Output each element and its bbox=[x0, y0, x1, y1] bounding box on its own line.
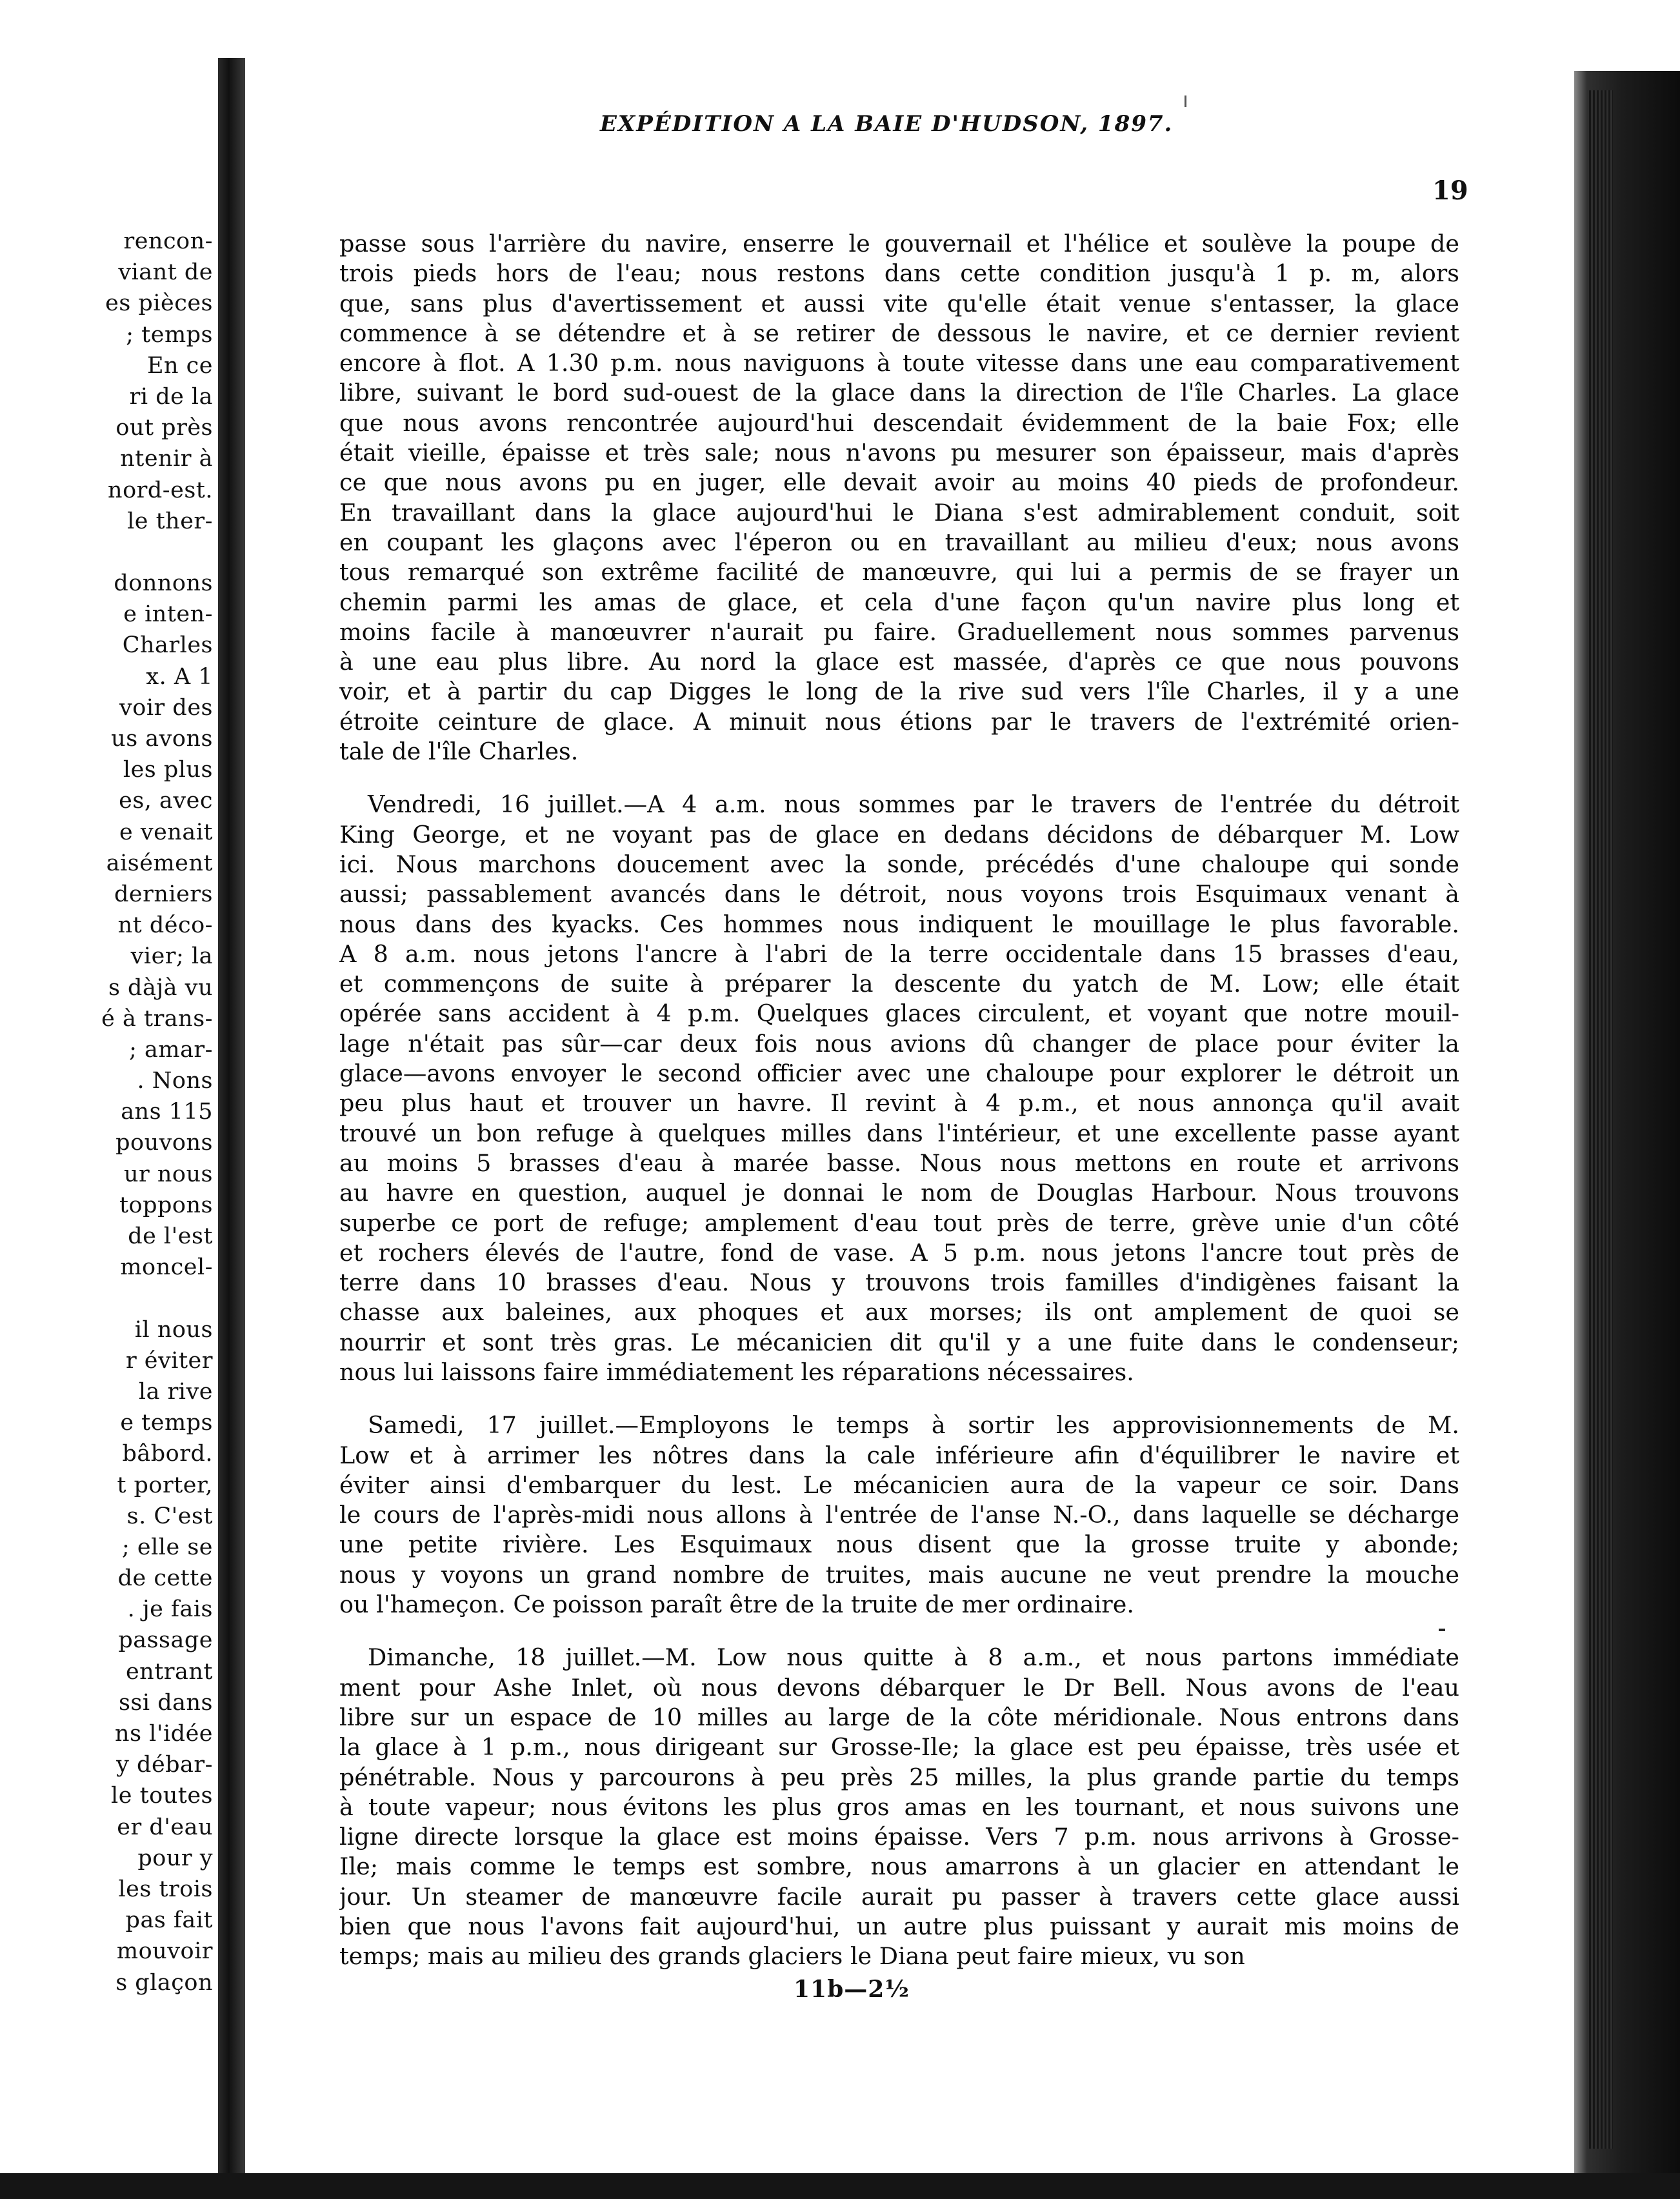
text-line: la glace à 1 p.m., nous dirigeant sur Grosse-Ile; la glace est peu épaisse, très usée et bbox=[339, 1733, 1459, 1762]
text-line: éviter ainsi d'embarquer du lest. Le mécanicien aura de la vapeur ce soir. Dans bbox=[339, 1471, 1459, 1499]
previous-page-line: les plus bbox=[123, 757, 213, 783]
text-line: superbe ce port de refuge; amplement d'eau tout près de terre, grève unie d'un côté bbox=[339, 1209, 1459, 1237]
text-line: En travaillant dans la glace aujourd'hui le Diana s'est admirablement conduit, soit bbox=[339, 498, 1459, 527]
previous-page-fragment bbox=[0, 58, 218, 2181]
previous-page-line: de cette bbox=[117, 1565, 213, 1592]
text-line: pénétrable. Nous y parcourons à peu près 25 milles, la plus grande partie du temps bbox=[339, 1763, 1459, 1791]
previous-page-line bbox=[0, 1283, 213, 1314]
previous-page-line: voir des bbox=[119, 694, 213, 721]
paragraph-gap bbox=[339, 1620, 1459, 1643]
previous-page-line: y débar- bbox=[116, 1752, 213, 1778]
text-line: Dimanche, 18 juillet.—M. Low nous quitte à 8 a.m., et nous partons immédiate bbox=[368, 1643, 1459, 1672]
previous-page-line: r éviter bbox=[125, 1347, 213, 1374]
paragraph-p2 bbox=[339, 790, 1459, 1387]
previous-page-line: er d'eau bbox=[117, 1814, 213, 1840]
previous-page-line: ri de la bbox=[129, 383, 213, 410]
previous-page-line: bâbord. bbox=[122, 1441, 213, 1467]
text-line: moins facile à manœuvrer n'aurait pu faire. Graduellement nous sommes parvenus bbox=[339, 618, 1459, 646]
text-line: lage n'était pas sûr—car deux fois nous avions dû changer de place pour éviter la bbox=[339, 1029, 1459, 1058]
running-head bbox=[361, 111, 1265, 150]
previous-page-line: ans 115 bbox=[121, 1099, 213, 1125]
previous-page-line: é à trans- bbox=[101, 1005, 213, 1032]
text-line: passe sous l'arrière du navire, enserre le gouvernail et l'hélice et soulève la poupe de bbox=[339, 230, 1459, 257]
text-line: nous dans des kyacks. Ces hommes nous indiquent le mouillage le plus favorable. bbox=[339, 910, 1459, 938]
previous-page-line: ; temps bbox=[126, 321, 213, 348]
text-line: libre sur un espace de 10 milles au large de la côte méridionale. Nous entrons dans bbox=[339, 1703, 1459, 1731]
previous-page-line: ; elle se bbox=[121, 1534, 213, 1560]
previous-page-line: vier; la bbox=[130, 943, 213, 970]
previous-page-line: out près bbox=[115, 415, 213, 441]
text-line: était vieille, épaisse et très sale; nous n'avons pu mesurer son épaisseur, mais d'après bbox=[339, 439, 1459, 467]
text-line: aussi; passablement avancés dans le détroit, nous voyons trois Esquimaux venant à bbox=[339, 880, 1459, 909]
previous-page-line: mouvoir bbox=[116, 1938, 213, 1965]
text-line: nous lui laissons faire immédiatement les réparations nécessaires. bbox=[339, 1358, 1134, 1386]
previous-page-line: us avons bbox=[111, 726, 213, 752]
stray-ink-mark bbox=[1185, 95, 1186, 107]
text-line: trouvé un bon refuge à quelques milles dans l'intérieur, et une excellente passe ayant bbox=[339, 1119, 1459, 1147]
text-line: tale de l'île Charles. bbox=[339, 738, 579, 766]
paragraph-gap bbox=[339, 767, 1459, 790]
previous-page-line: ns l'idée bbox=[115, 1721, 213, 1747]
text-line: au havre en question, auquel je donnai le nom de Douglas Harbour. Nous trouvons bbox=[339, 1179, 1459, 1207]
text-line: que, sans plus d'avertissement et aussi vite qu'elle était venue s'entasser, la glace bbox=[339, 289, 1459, 317]
previous-page-line bbox=[0, 537, 213, 568]
previous-page-line: pas fait bbox=[125, 1907, 213, 1934]
previous-page-line: e venait bbox=[119, 819, 213, 845]
text-line: Vendredi, 16 juillet.—A 4 a.m. nous sommes par le travers de l'entrée du détroit bbox=[368, 790, 1459, 819]
running-head-title: EXPÉDITION A LA BAIE D'HUDSON, 1897. bbox=[600, 111, 1174, 137]
text-line: A 8 a.m. nous jetons l'ancre à l'abri de la terre occidentale dans 15 brasses d'eau, bbox=[339, 939, 1459, 968]
text-line: glace—avons envoyer le second officier avec une chaloupe pour explorer le détroit un bbox=[339, 1059, 1459, 1088]
text-line: étroite ceinture de glace. A minuit nous étions par le travers de l'extrémité orien- bbox=[339, 707, 1459, 736]
previous-page-line: le ther- bbox=[127, 508, 213, 534]
page-number: 19 bbox=[1432, 176, 1468, 206]
text-line: commence à se détendre et à se retirer de dessous le navire, et ce dernier revient bbox=[339, 319, 1459, 347]
text-line: que nous avons rencontrée aujourd'hui descendait évidemment de la baie Fox; elle bbox=[339, 408, 1459, 437]
paragraph-p1 bbox=[339, 229, 1459, 767]
text-line: jour. Un steamer de manœuvre facile aurait pu passer à travers cette glace aussi bbox=[339, 1882, 1459, 1911]
book-gutter bbox=[218, 58, 245, 2199]
text-line: ici. Nous marchons doucement avec la sonde, précédés d'une chaloupe qui sonde bbox=[339, 850, 1459, 878]
previous-page-line: e temps bbox=[120, 1410, 213, 1436]
text-line: libre, suivant le bord sud-ouest de la glace dans la direction de l'île Charles. La glace bbox=[339, 379, 1459, 407]
previous-page-line: de l'est bbox=[128, 1223, 213, 1249]
text-line: et commençons de suite à préparer la descente du yatch de M. Low; elle était bbox=[339, 970, 1459, 998]
previous-page-line: ur nous bbox=[123, 1161, 213, 1187]
text-line: temps; mais au milieu des grands glaciers le Diana peut faire mieux, vu son bbox=[339, 1942, 1245, 1971]
previous-page-line: ; amar- bbox=[129, 1036, 213, 1063]
page-stack-edge bbox=[1587, 90, 1613, 2149]
previous-page-line: es pièces bbox=[105, 290, 213, 317]
previous-page-line: . je fais bbox=[127, 1596, 213, 1623]
paragraph-p3 bbox=[339, 1411, 1459, 1620]
previous-page-line: viant de bbox=[118, 259, 213, 286]
scan-bottom-border bbox=[0, 2173, 1680, 2199]
previous-page-line: la rive bbox=[138, 1378, 213, 1405]
text-line: bien que nous l'avons fait aujourd'hui, un autre plus puissant y aurait mis moins de bbox=[339, 1913, 1459, 1941]
stray-dash-mark bbox=[1439, 1629, 1445, 1631]
text-line: trois pieds hors de l'eau; nous restons dans cette condition jusqu'à 1 p. m, alors bbox=[339, 259, 1459, 288]
previous-page-line: e inten- bbox=[123, 601, 213, 628]
previous-page-line: s dàjà vu bbox=[108, 974, 213, 1001]
previous-page-line: es, avec bbox=[119, 788, 213, 814]
previous-page-line: donnons bbox=[114, 570, 213, 597]
text-line: ce que nous avons pu en juger, elle devait avoir au moins 40 pieds de profondeur. bbox=[339, 468, 1459, 497]
text-line: une petite rivière. Les Esquimaux nous disent que la grosse truite y abonde; bbox=[339, 1531, 1459, 1559]
previous-page-line: s glaçon bbox=[115, 1969, 213, 1996]
text-line: Ile; mais comme le temps est sombre, nous amarrons à un glacier en attendant le bbox=[339, 1853, 1459, 1881]
body-text bbox=[339, 229, 1459, 1972]
text-line: terre dans 10 brasses d'eau. Nous y trouvons trois familles d'indigènes faisant la bbox=[339, 1269, 1459, 1297]
previous-page-line: t porter, bbox=[117, 1472, 213, 1498]
previous-page-line: s. C'est bbox=[126, 1503, 213, 1529]
previous-page-line: Charles bbox=[122, 632, 213, 659]
paragraph-p4 bbox=[339, 1643, 1459, 1971]
previous-page-text-column bbox=[0, 226, 213, 1998]
text-line: voir, et à partir du cap Digges le long de la rive sud vers l'île Charles, il y a une bbox=[339, 678, 1459, 706]
text-line: nourrir et sont très gras. Le mécanicien dit qu'il y a une fuite dans le condenseur; bbox=[339, 1328, 1459, 1356]
text-line: le cours de l'après-midi nous allons à l'entrée de l'anse N.-O., dans laquelle se décharge bbox=[339, 1501, 1459, 1529]
previous-page-line: entrant bbox=[125, 1658, 213, 1685]
previous-page-line: toppons bbox=[119, 1192, 213, 1218]
text-line: ou l'hameçon. Ce poisson paraît être de la truite de mer ordinaire. bbox=[339, 1591, 1134, 1619]
text-line: chasse aux baleines, aux phoques et aux morses; ils ont amplement de quoi se bbox=[339, 1298, 1459, 1327]
text-line: et rochers élevés de l'autre, fond de vase. A 5 p.m. nous jetons l'ancre tout près de bbox=[339, 1238, 1459, 1267]
previous-page-line: En ce bbox=[146, 352, 213, 379]
previous-page-line: moncel- bbox=[120, 1254, 213, 1281]
text-line: Samedi, 17 juillet.—Employons le temps à sortir les approvisionnements de M. bbox=[368, 1411, 1459, 1440]
text-line: à une eau plus libre. Au nord la glace est massée, d'après ce que nous pouvons bbox=[339, 648, 1459, 676]
text-line: peu plus haut et trouver un havre. Il revint à 4 p.m., et nous annonça qu'il avait bbox=[339, 1089, 1459, 1118]
previous-page-line: rencon- bbox=[123, 228, 213, 254]
text-line: chemin parmi les amas de glace, et cela d'une façon qu'un navire plus long et bbox=[339, 588, 1459, 616]
text-line: en coupant les glaçons avec l'éperon ou en travaillant au milieu d'eux; nous avons bbox=[339, 528, 1459, 556]
text-line: ment pour Ashe Inlet, où nous devons débarquer le Dr Bell. Nous avons de l'eau bbox=[339, 1673, 1459, 1702]
text-line: ligne directe lorsque la glace est moins épaisse. Vers 7 p.m. nous arrivons à Grosse- bbox=[339, 1823, 1459, 1851]
previous-page-line: les trois bbox=[118, 1876, 213, 1902]
previous-page-line: il nous bbox=[134, 1316, 213, 1343]
previous-page-line: nt déco- bbox=[117, 912, 213, 939]
text-line: Low et à arrimer les nôtres dans la cale inférieure afin d'équilibrer le navire et bbox=[339, 1441, 1459, 1469]
text-line: à toute vapeur; nous évitons les plus gros amas en les tournant, et nous suivons une bbox=[339, 1792, 1459, 1821]
signature-mark: 11b—2½ bbox=[794, 1976, 910, 2003]
text-line: au moins 5 brasses d'eau à marée basse. Nous nous mettons en route et arrivons bbox=[339, 1149, 1459, 1177]
previous-page-line: pouvons bbox=[115, 1130, 213, 1156]
previous-page-line: nord-est. bbox=[108, 477, 213, 503]
text-line: nous y voyons un grand nombre de truites, mais aucune ne veut prendre la mouche bbox=[339, 1560, 1459, 1589]
previous-page-line: aisément bbox=[106, 850, 213, 876]
previous-page-line: x. A 1 bbox=[146, 663, 213, 690]
text-line: tous remarqué son extrême facilité de manœuvre, qui lui a permis de se frayer un bbox=[339, 558, 1459, 587]
previous-page-line: ssi dans bbox=[118, 1689, 213, 1716]
text-line: encore à flot. A 1.30 p.m. nous naviguons à toute vitesse dans une eau comparativement bbox=[339, 349, 1459, 377]
text-line: opérée sans accident à 4 p.m. Quelques glaces circulent, et voyant que notre mouil- bbox=[339, 999, 1459, 1028]
previous-page-line: le toutes bbox=[111, 1783, 213, 1809]
previous-page-line: derniers bbox=[114, 881, 213, 907]
previous-page-line: ntenir à bbox=[120, 446, 213, 472]
previous-page-line: passage bbox=[118, 1627, 213, 1654]
previous-page-line: . Nons bbox=[137, 1068, 213, 1094]
previous-page-line: pour y bbox=[137, 1845, 213, 1871]
paragraph-gap bbox=[339, 1387, 1459, 1411]
text-line: King George, et ne voyant pas de glace en dedans décidons de débarquer M. Low bbox=[339, 820, 1459, 848]
